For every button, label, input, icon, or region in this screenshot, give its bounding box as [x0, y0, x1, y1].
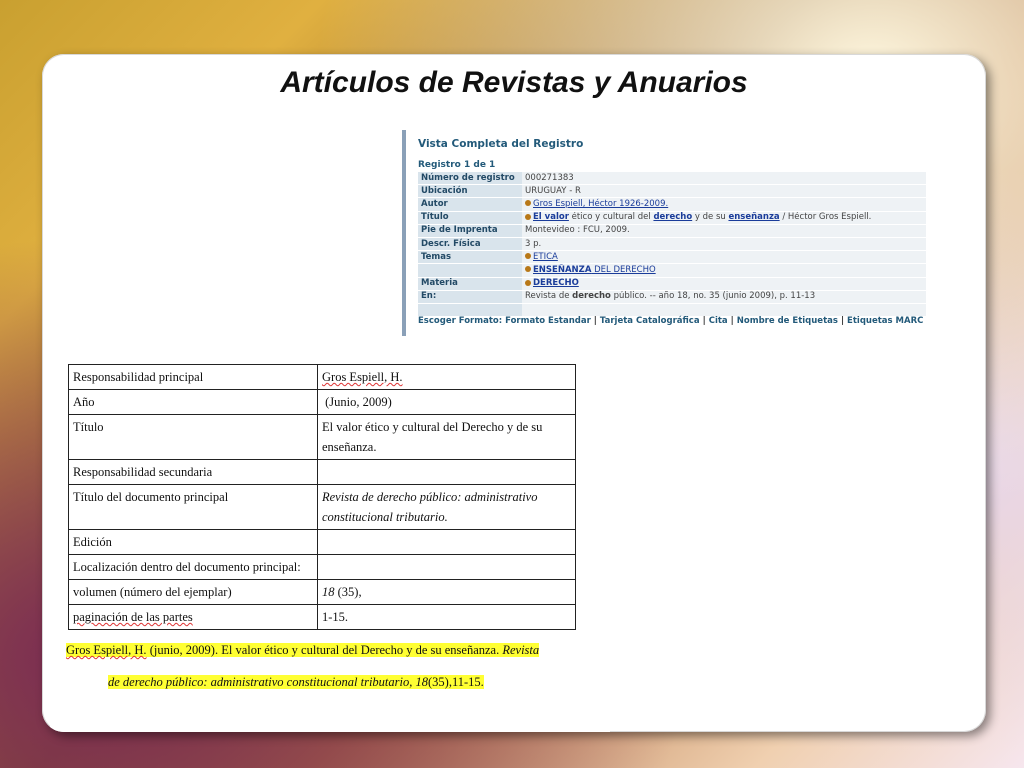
field-label: En:: [418, 290, 522, 303]
field-label: Responsabilidad principal: [69, 365, 318, 390]
table-row: [69, 605, 576, 630]
format-citation-link[interactable]: Cita: [708, 316, 728, 326]
field-value: [318, 530, 576, 555]
catalog-table: [418, 172, 926, 317]
host-text: derecho: [572, 291, 611, 302]
table-row: [418, 224, 926, 237]
slide-title: Artículos de Revistas y Anuarios: [280, 66, 748, 99]
apa-citation: [66, 640, 596, 692]
citation-author: Gros Espiell, H.: [66, 643, 147, 657]
title-text: y de su: [692, 212, 729, 223]
field-value: [318, 365, 576, 390]
table-row: [418, 303, 926, 316]
field-value: Revista de derecho público: administrativo constitucional tributario.: [318, 485, 576, 530]
document-table: [68, 364, 576, 630]
table-row: [69, 580, 576, 605]
field-label: Número de registro: [418, 172, 522, 185]
table-row: [69, 460, 576, 485]
field-label: Localización dentro del documento principal:: [69, 555, 318, 580]
format-marc-link[interactable]: Etiquetas MARC: [847, 316, 924, 326]
field-value: 000271383: [522, 172, 926, 185]
bullet-icon: [525, 266, 531, 272]
table-row: [418, 185, 926, 198]
author-link[interactable]: Gros Espiell, Héctor 1926-2009.: [533, 198, 669, 209]
title-link[interactable]: El valor: [533, 212, 569, 223]
table-row: [69, 485, 576, 530]
bullet-icon: [525, 214, 531, 220]
field-value: Montevideo : FCU, 2009.: [522, 224, 926, 237]
field-label: Descr. Física: [418, 237, 522, 250]
subject-link[interactable]: ETICA: [533, 251, 558, 262]
title-text: / Héctor Gros Espiell.: [779, 212, 872, 223]
field-label: Título: [418, 211, 522, 224]
field-value: [522, 303, 926, 316]
table-row: [418, 172, 926, 185]
catalog-record-count: Registro 1 de 1: [418, 160, 496, 170]
field-value: [318, 460, 576, 485]
format-selector: Escoger Formato: Formato Estandar | Tarjeta Catalográfica | Cita | Nombre de Etiquetas | Etiquetas MARC: [418, 316, 924, 326]
field-label: Ubicación: [418, 185, 522, 198]
title-text: ético y cultural del: [568, 212, 654, 223]
citation-volume: 18: [412, 675, 428, 689]
table-row: [418, 237, 926, 250]
citation-journal: de derecho público: administrativo constitucional tributario,: [108, 675, 413, 689]
volume-number: 18: [322, 585, 335, 599]
field-label: Materia: [418, 277, 522, 290]
field-value: [318, 580, 576, 605]
catalog-record-panel: [402, 130, 926, 336]
field-label: Año: [69, 390, 318, 415]
bullet-icon: [525, 200, 531, 206]
document-excerpt: [50, 340, 610, 732]
field-label: [418, 264, 522, 277]
host-text: Revista de: [525, 291, 573, 302]
field-label: Temas: [418, 251, 522, 264]
field-label: [418, 303, 522, 316]
citation-journal: Revista: [502, 643, 540, 657]
field-value: 3 p.: [522, 237, 926, 250]
table-row: [418, 290, 926, 303]
citation-issue-pages: (35),11-15.: [428, 675, 484, 689]
title-link[interactable]: derecho: [653, 212, 693, 223]
host-text: público. -- año 18, no. 35 (junio 2009), p. 11-13: [610, 291, 816, 302]
table-row: [69, 390, 576, 415]
field-label: Autor: [418, 198, 522, 211]
field-value: (Junio, 2009): [318, 390, 576, 415]
catalog-title: Vista Completa del Registro: [418, 138, 584, 150]
bullet-icon: [525, 253, 531, 259]
citation-text: (junio, 2009). El valor ético y cultural del Derecho y de su enseñanza.: [146, 643, 503, 657]
table-row: [418, 264, 926, 277]
field-value: 1-15.: [318, 605, 576, 630]
table-row: [418, 277, 926, 290]
field-label: Responsabilidad secundaria: [69, 460, 318, 485]
subject-link[interactable]: DERECHO: [533, 278, 579, 289]
table-row: [418, 211, 926, 224]
format-standard-link[interactable]: Formato Estandar: [505, 316, 591, 326]
format-card-link[interactable]: Tarjeta Catalográfica: [599, 316, 700, 326]
table-row: [69, 415, 576, 460]
field-label: volumen (número del ejemplar): [69, 580, 318, 605]
table-row: [418, 198, 926, 211]
subject-link[interactable]: DEL DERECHO: [591, 264, 656, 275]
table-row: [69, 530, 576, 555]
table-row: [69, 555, 576, 580]
field-label: Título: [69, 415, 318, 460]
field-value: El valor ético y cultural del Derecho y de su enseñanza.: [318, 415, 576, 460]
field-value: [318, 555, 576, 580]
slide: [42, 54, 986, 732]
field-label: Edición: [69, 530, 318, 555]
field-value: URUGUAY - R: [522, 185, 926, 198]
field-value-text: Gros Espiell, H.: [322, 370, 403, 384]
format-tags-link[interactable]: Nombre de Etiquetas: [736, 316, 838, 326]
field-label: [69, 605, 318, 630]
table-row: [418, 251, 926, 264]
issue-number: (35),: [334, 585, 362, 599]
field-label-text: paginación de las partes: [73, 610, 193, 624]
field-label: Título del documento principal: [69, 485, 318, 530]
bullet-icon: [525, 280, 531, 286]
title-link[interactable]: enseñanza: [728, 212, 780, 223]
field-label: Pie de Imprenta: [418, 224, 522, 237]
table-row: [69, 365, 576, 390]
format-label: Escoger Formato:: [418, 316, 503, 326]
subject-link[interactable]: ENSEÑANZA: [533, 264, 592, 275]
